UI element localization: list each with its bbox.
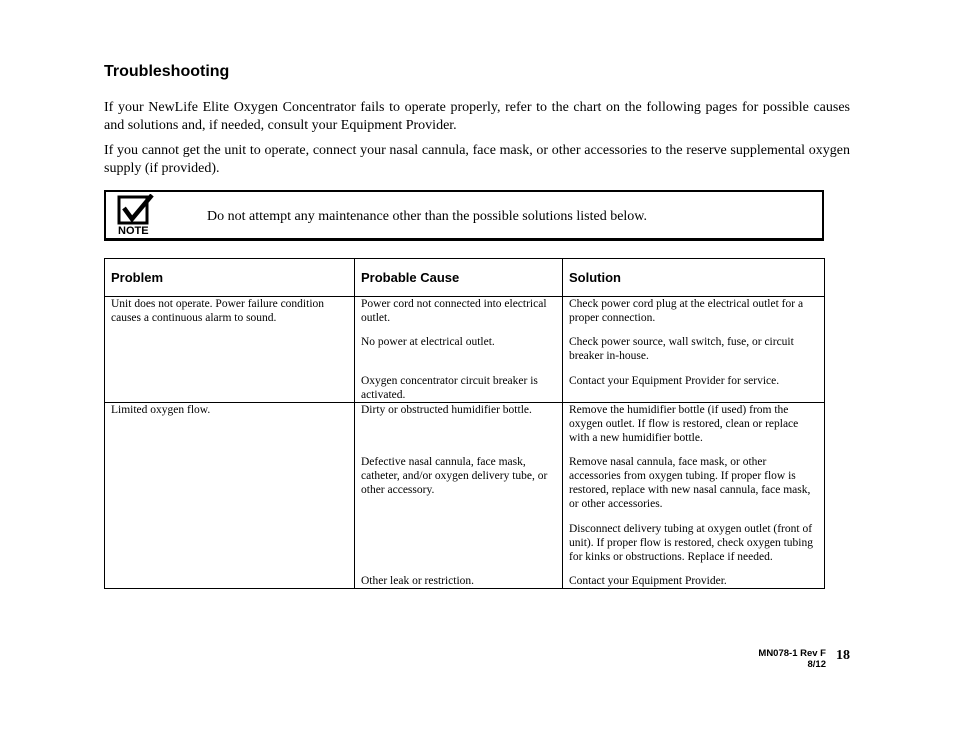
column-header-probable-cause: Probable Cause <box>355 259 563 297</box>
column-header-problem: Problem <box>105 259 355 297</box>
note-label: NOTE <box>118 225 149 237</box>
solution-text: Check power cord plug at the electrical outlet for a proper connection. <box>569 298 804 324</box>
solution-text: Remove nasal cannula, face mask, or other accessories from oxygen tubing. If proper flow is restored, replace with new nasal cannula, face mask, or other accessories. <box>569 456 811 510</box>
solution-text: Contact your Equipment Provider. <box>569 575 727 587</box>
solution-text: Remove the humidifier bottle (if used) from the oxygen outlet. If flow is restored, clean or replace with a new humidifier bottle. <box>569 404 799 444</box>
cause-text: Power cord not connected into electrical outlet. <box>361 298 547 324</box>
solution-cell <box>563 297 825 403</box>
troubleshooting-table <box>104 258 825 589</box>
solution-text: Check power source, wall switch, fuse, or circuit breaker in-house. <box>569 336 794 362</box>
intro-paragraph: If your NewLife Elite Oxygen Concentrator fails to operate properly, refer to the chart on the following pages for possible causes and solutions and, if needed, consult your Equipment Provider. <box>104 100 850 133</box>
page-title: Troubleshooting <box>104 63 230 80</box>
document-revision <box>754 648 826 670</box>
page-number: 18 <box>836 648 850 663</box>
problem-cell <box>105 403 355 589</box>
reserve-supply-paragraph: If you cannot get the unit to operate, connect your nasal cannula, face mask, or other accessories to the reserve supplemental oxygen supply (if provided). <box>104 143 850 176</box>
cause-text: Other leak or restriction. <box>361 575 475 587</box>
table-row <box>105 297 825 403</box>
cause-text: Oxygen concentrator circuit breaker is activated. <box>361 375 538 401</box>
problem-text: Limited oxygen flow. <box>111 404 211 416</box>
table-header-row <box>105 259 825 297</box>
cause-cell <box>355 297 563 403</box>
solution-text: Disconnect delivery tubing at oxygen outlet (front of unit). If proper flow is restored, check oxygen tubing for kinks or obstructions. Replace if needed. <box>569 523 813 563</box>
table-row <box>105 403 825 589</box>
problem-cell <box>105 297 355 403</box>
cause-cell <box>355 403 563 589</box>
note-box <box>104 190 824 241</box>
cause-text <box>361 522 556 574</box>
solution-cell <box>563 403 825 589</box>
note-text: Do not attempt any maintenance other than the possible solutions listed below. <box>207 209 648 224</box>
solution-text: Contact your Equipment Provider for service. <box>569 375 780 387</box>
cause-text: No power at electrical outlet. <box>361 336 495 348</box>
column-header-solution: Solution <box>563 259 825 297</box>
document-number: MN078-1 Rev F <box>758 648 826 659</box>
document-date: 8/12 <box>807 659 826 670</box>
problem-text: Unit does not operate. Power failure condition causes a continuous alarm to sound. <box>111 298 325 324</box>
cause-text: Dirty or obstructed humidifier bottle. <box>361 404 532 416</box>
cause-text: Defective nasal cannula, face mask, catheter, and/or oxygen delivery tube, or other accessory. <box>361 456 548 496</box>
